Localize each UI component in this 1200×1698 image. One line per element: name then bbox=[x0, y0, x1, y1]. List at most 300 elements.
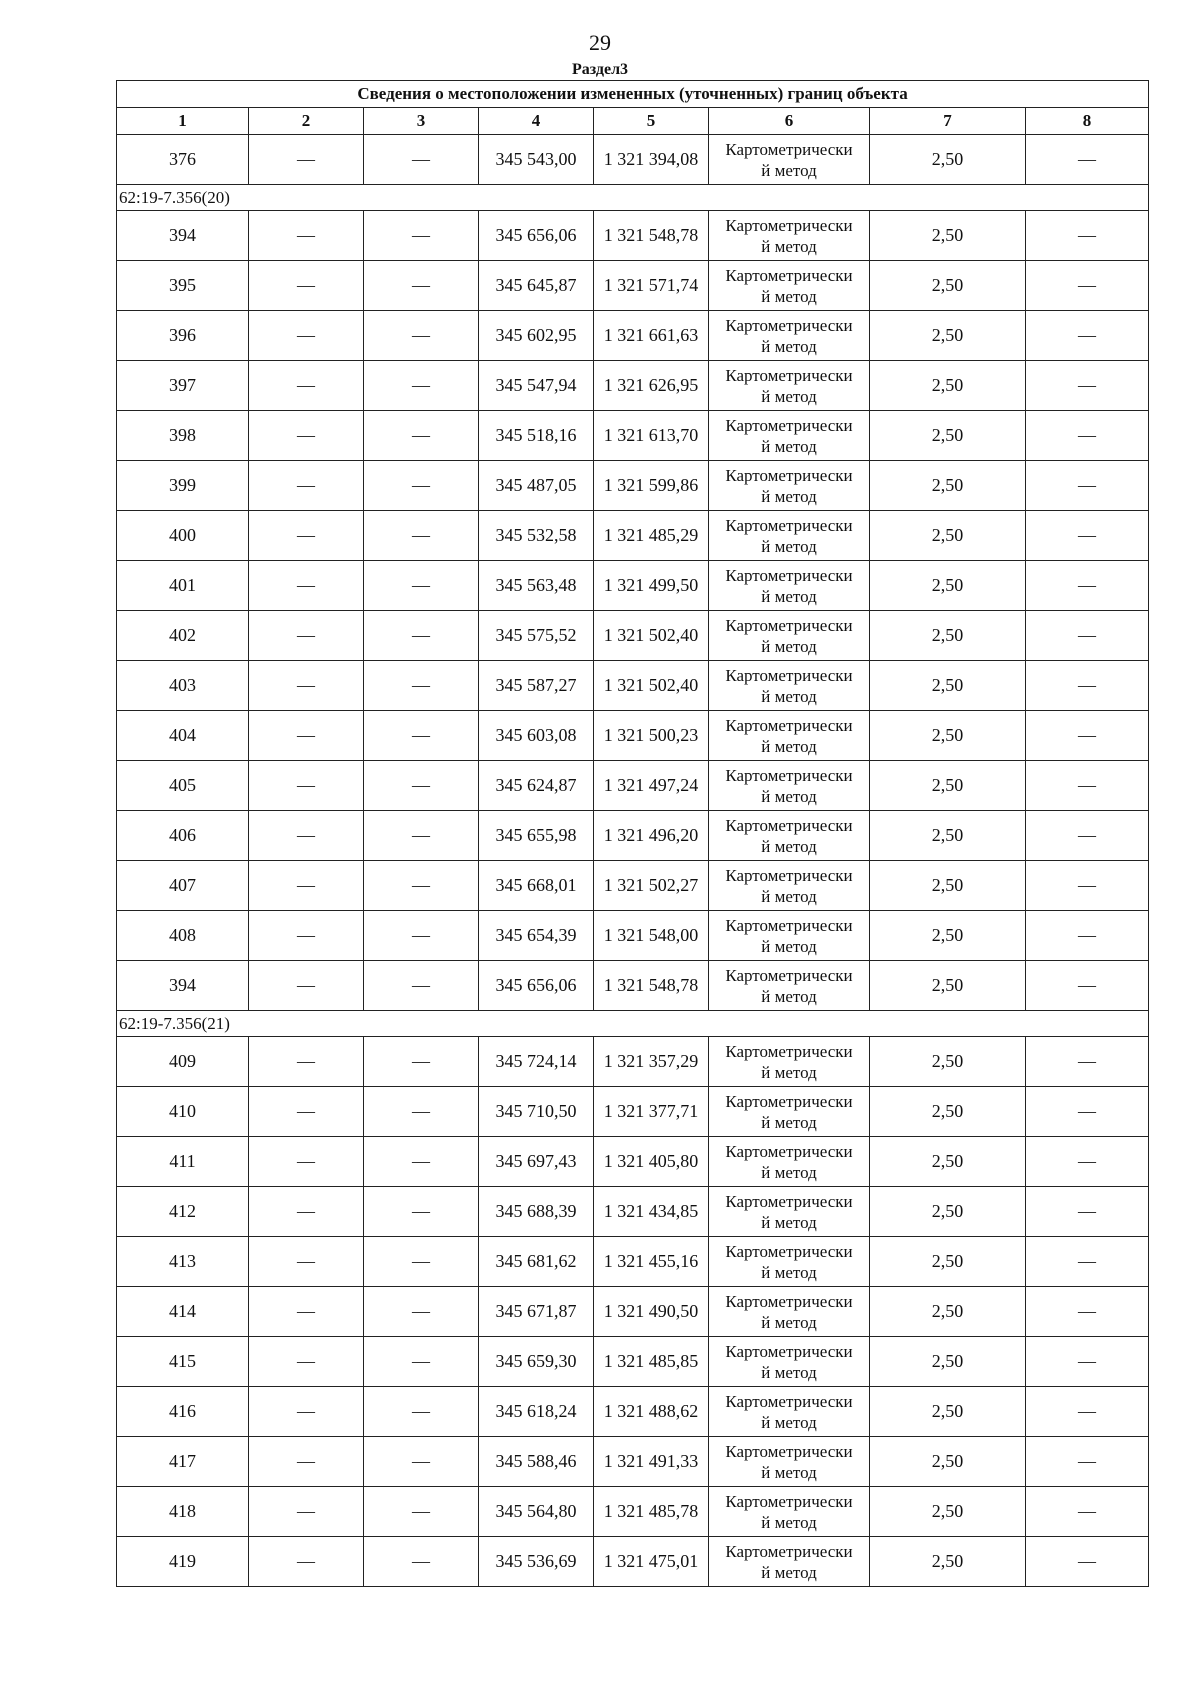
empty-cell-col3: — bbox=[364, 1537, 479, 1587]
table-row bbox=[117, 911, 1149, 961]
table-row bbox=[117, 1037, 1149, 1087]
method-text-line2: й метод bbox=[761, 936, 817, 956]
method-cell bbox=[709, 711, 870, 761]
y-coordinate-cell: 1 321 485,78 bbox=[594, 1487, 709, 1537]
method-text-line1: Картометрически bbox=[725, 765, 853, 785]
y-coordinate-cell: 1 321 502,27 bbox=[594, 861, 709, 911]
empty-cell-col2: — bbox=[249, 211, 364, 261]
empty-cell-col8: — bbox=[1026, 261, 1149, 311]
y-coordinate-cell: 1 321 626,95 bbox=[594, 361, 709, 411]
empty-cell-col2: — bbox=[249, 511, 364, 561]
method-text-line1: Картометрически bbox=[725, 815, 853, 835]
point-number-cell: 408 bbox=[117, 911, 249, 961]
method-text-line1: Картометрически bbox=[725, 315, 853, 335]
method-text-line1: Картометрически bbox=[725, 215, 853, 235]
method-text-line1: Картометрически bbox=[725, 1091, 853, 1111]
accuracy-cell: 2,50 bbox=[870, 361, 1026, 411]
y-coordinate-cell: 1 321 405,80 bbox=[594, 1137, 709, 1187]
table-row bbox=[117, 1287, 1149, 1337]
table-row bbox=[117, 1537, 1149, 1587]
empty-cell-col8: — bbox=[1026, 611, 1149, 661]
empty-cell-col3: — bbox=[364, 1237, 479, 1287]
method-text-line1: Картометрически bbox=[725, 1491, 853, 1511]
method-text-line1: Картометрически bbox=[725, 1041, 853, 1061]
method-cell bbox=[709, 861, 870, 911]
empty-cell-col2: — bbox=[249, 461, 364, 511]
empty-cell-col8: — bbox=[1026, 961, 1149, 1011]
method-cell bbox=[709, 1037, 870, 1087]
empty-cell-col3: — bbox=[364, 211, 479, 261]
x-coordinate-cell: 345 656,06 bbox=[479, 211, 594, 261]
accuracy-cell: 2,50 bbox=[870, 1287, 1026, 1337]
accuracy-cell: 2,50 bbox=[870, 561, 1026, 611]
table-row bbox=[117, 611, 1149, 661]
x-coordinate-cell: 345 602,95 bbox=[479, 311, 594, 361]
y-coordinate-cell: 1 321 499,50 bbox=[594, 561, 709, 611]
empty-cell-col2: — bbox=[249, 1037, 364, 1087]
method-cell bbox=[709, 1387, 870, 1437]
empty-cell-col8: — bbox=[1026, 761, 1149, 811]
empty-cell-col8: — bbox=[1026, 661, 1149, 711]
empty-cell-col8: — bbox=[1026, 135, 1149, 185]
x-coordinate-cell: 345 518,16 bbox=[479, 411, 594, 461]
empty-cell-col3: — bbox=[364, 1037, 479, 1087]
column-number-header: 6 bbox=[709, 108, 870, 135]
empty-cell-col8: — bbox=[1026, 711, 1149, 761]
method-text-line1: Картометрически bbox=[725, 515, 853, 535]
method-text-line1: Картометрически bbox=[725, 1241, 853, 1261]
empty-cell-col8: — bbox=[1026, 1337, 1149, 1387]
point-number-cell: 403 bbox=[117, 661, 249, 711]
point-number-cell: 414 bbox=[117, 1287, 249, 1337]
point-number-cell: 418 bbox=[117, 1487, 249, 1537]
empty-cell-col3: — bbox=[364, 711, 479, 761]
empty-cell-col2: — bbox=[249, 361, 364, 411]
method-cell bbox=[709, 361, 870, 411]
method-text-line1: Картометрически bbox=[725, 465, 853, 485]
accuracy-cell: 2,50 bbox=[870, 135, 1026, 185]
column-number-header: 3 bbox=[364, 108, 479, 135]
method-cell bbox=[709, 135, 870, 185]
method-text-line2: й метод bbox=[761, 386, 817, 406]
table-row bbox=[117, 511, 1149, 561]
y-coordinate-cell: 1 321 661,63 bbox=[594, 311, 709, 361]
method-text-line2: й метод bbox=[761, 1562, 817, 1582]
y-coordinate-cell: 1 321 455,16 bbox=[594, 1237, 709, 1287]
point-number-cell: 405 bbox=[117, 761, 249, 811]
x-coordinate-cell: 345 587,27 bbox=[479, 661, 594, 711]
empty-cell-col8: — bbox=[1026, 811, 1149, 861]
table-row bbox=[117, 411, 1149, 461]
table-caption: Сведения о местоположении измененных (уточненных) границ объекта bbox=[117, 81, 1149, 108]
empty-cell-col2: — bbox=[249, 1087, 364, 1137]
table-row bbox=[117, 135, 1149, 185]
point-number-cell: 415 bbox=[117, 1337, 249, 1387]
x-coordinate-cell: 345 547,94 bbox=[479, 361, 594, 411]
x-coordinate-cell: 345 697,43 bbox=[479, 1137, 594, 1187]
y-coordinate-cell: 1 321 485,29 bbox=[594, 511, 709, 561]
column-number-header: 2 bbox=[249, 108, 364, 135]
accuracy-cell: 2,50 bbox=[870, 511, 1026, 561]
x-coordinate-cell: 345 671,87 bbox=[479, 1287, 594, 1337]
method-text-line1: Картометрически bbox=[725, 865, 853, 885]
point-number-cell: 398 bbox=[117, 411, 249, 461]
method-text-line2: й метод bbox=[761, 1362, 817, 1382]
parcel-group-row bbox=[117, 1011, 1149, 1037]
method-text-line1: Картометрически bbox=[725, 1291, 853, 1311]
empty-cell-col2: — bbox=[249, 961, 364, 1011]
y-coordinate-cell: 1 321 491,33 bbox=[594, 1437, 709, 1487]
accuracy-cell: 2,50 bbox=[870, 761, 1026, 811]
empty-cell-col2: — bbox=[249, 1487, 364, 1537]
method-cell bbox=[709, 461, 870, 511]
method-cell bbox=[709, 561, 870, 611]
y-coordinate-cell: 1 321 571,74 bbox=[594, 261, 709, 311]
section-title: Раздел3 bbox=[571, 61, 629, 78]
method-text-line2: й метод bbox=[761, 586, 817, 606]
empty-cell-col3: — bbox=[364, 1437, 479, 1487]
point-number-cell: 412 bbox=[117, 1187, 249, 1237]
y-coordinate-cell: 1 321 502,40 bbox=[594, 611, 709, 661]
empty-cell-col3: — bbox=[364, 611, 479, 661]
method-text-line1: Картометрически bbox=[725, 365, 853, 385]
empty-cell-col2: — bbox=[249, 311, 364, 361]
empty-cell-col2: — bbox=[249, 911, 364, 961]
method-text-line1: Картометрически bbox=[725, 965, 853, 985]
accuracy-cell: 2,50 bbox=[870, 1237, 1026, 1287]
method-text-line2: й метод bbox=[761, 836, 817, 856]
empty-cell-col2: — bbox=[249, 661, 364, 711]
method-cell bbox=[709, 1287, 870, 1337]
y-coordinate-cell: 1 321 497,24 bbox=[594, 761, 709, 811]
accuracy-cell: 2,50 bbox=[870, 411, 1026, 461]
empty-cell-col3: — bbox=[364, 135, 479, 185]
method-cell bbox=[709, 811, 870, 861]
empty-cell-col3: — bbox=[364, 1487, 479, 1537]
method-cell bbox=[709, 211, 870, 261]
x-coordinate-cell: 345 654,39 bbox=[479, 911, 594, 961]
table-row bbox=[117, 711, 1149, 761]
y-coordinate-cell: 1 321 613,70 bbox=[594, 411, 709, 461]
empty-cell-col3: — bbox=[364, 1187, 479, 1237]
y-coordinate-cell: 1 321 377,71 bbox=[594, 1087, 709, 1137]
x-coordinate-cell: 345 624,87 bbox=[479, 761, 594, 811]
x-coordinate-cell: 345 655,98 bbox=[479, 811, 594, 861]
accuracy-cell: 2,50 bbox=[870, 711, 1026, 761]
x-coordinate-cell: 345 659,30 bbox=[479, 1337, 594, 1387]
method-text-line1: Картометрически bbox=[725, 1341, 853, 1361]
empty-cell-col8: — bbox=[1026, 211, 1149, 261]
accuracy-cell: 2,50 bbox=[870, 211, 1026, 261]
empty-cell-col8: — bbox=[1026, 411, 1149, 461]
x-coordinate-cell: 345 724,14 bbox=[479, 1037, 594, 1087]
x-coordinate-cell: 345 668,01 bbox=[479, 861, 594, 911]
empty-cell-col2: — bbox=[249, 761, 364, 811]
x-coordinate-cell: 345 543,00 bbox=[479, 135, 594, 185]
empty-cell-col2: — bbox=[249, 711, 364, 761]
empty-cell-col3: — bbox=[364, 1137, 479, 1187]
table-row bbox=[117, 1437, 1149, 1487]
accuracy-cell: 2,50 bbox=[870, 1137, 1026, 1187]
accuracy-cell: 2,50 bbox=[870, 1487, 1026, 1537]
boundary-coordinates-table bbox=[116, 80, 1149, 1587]
point-number-cell: 404 bbox=[117, 711, 249, 761]
y-coordinate-cell: 1 321 475,01 bbox=[594, 1537, 709, 1587]
method-text-line2: й метод bbox=[761, 636, 817, 656]
empty-cell-col2: — bbox=[249, 561, 364, 611]
empty-cell-col3: — bbox=[364, 961, 479, 1011]
accuracy-cell: 2,50 bbox=[870, 1537, 1026, 1587]
method-text-line1: Картометрически bbox=[725, 915, 853, 935]
empty-cell-col8: — bbox=[1026, 1087, 1149, 1137]
empty-cell-col8: — bbox=[1026, 1237, 1149, 1287]
empty-cell-col8: — bbox=[1026, 361, 1149, 411]
table-row bbox=[117, 1387, 1149, 1437]
x-coordinate-cell: 345 618,24 bbox=[479, 1387, 594, 1437]
x-coordinate-cell: 345 656,06 bbox=[479, 961, 594, 1011]
y-coordinate-cell: 1 321 496,20 bbox=[594, 811, 709, 861]
point-number-cell: 400 bbox=[117, 511, 249, 561]
method-text-line2: й метод bbox=[761, 886, 817, 906]
x-coordinate-cell: 345 536,69 bbox=[479, 1537, 594, 1587]
point-number-cell: 407 bbox=[117, 861, 249, 911]
x-coordinate-cell: 345 564,80 bbox=[479, 1487, 594, 1537]
point-number-cell: 399 bbox=[117, 461, 249, 511]
empty-cell-col2: — bbox=[249, 1337, 364, 1387]
x-coordinate-cell: 345 603,08 bbox=[479, 711, 594, 761]
method-text-line1: Картометрически bbox=[725, 1391, 853, 1411]
table-row bbox=[117, 1137, 1149, 1187]
column-number-header: 5 bbox=[594, 108, 709, 135]
parcel-group-label: 62:19-7.356(21) bbox=[117, 1011, 1149, 1037]
empty-cell-col2: — bbox=[249, 411, 364, 461]
method-text-line2: й метод bbox=[761, 160, 817, 180]
empty-cell-col3: — bbox=[364, 511, 479, 561]
page-number: 29 bbox=[589, 30, 611, 55]
empty-cell-col8: — bbox=[1026, 561, 1149, 611]
empty-cell-col2: — bbox=[249, 1237, 364, 1287]
accuracy-cell: 2,50 bbox=[870, 611, 1026, 661]
point-number-cell: 413 bbox=[117, 1237, 249, 1287]
empty-cell-col2: — bbox=[249, 861, 364, 911]
table-row bbox=[117, 1187, 1149, 1237]
point-number-cell: 396 bbox=[117, 311, 249, 361]
accuracy-cell: 2,50 bbox=[870, 261, 1026, 311]
method-text-line2: й метод bbox=[761, 1112, 817, 1132]
empty-cell-col8: — bbox=[1026, 1287, 1149, 1337]
point-number-cell: 417 bbox=[117, 1437, 249, 1487]
point-number-cell: 406 bbox=[117, 811, 249, 861]
method-cell bbox=[709, 1437, 870, 1487]
accuracy-cell: 2,50 bbox=[870, 1437, 1026, 1487]
point-number-cell: 376 bbox=[117, 135, 249, 185]
table-row bbox=[117, 811, 1149, 861]
x-coordinate-cell: 345 681,62 bbox=[479, 1237, 594, 1287]
accuracy-cell: 2,50 bbox=[870, 911, 1026, 961]
table-row bbox=[117, 961, 1149, 1011]
y-coordinate-cell: 1 321 357,29 bbox=[594, 1037, 709, 1087]
empty-cell-col3: — bbox=[364, 561, 479, 611]
method-text-line2: й метод bbox=[761, 1162, 817, 1182]
empty-cell-col8: — bbox=[1026, 1137, 1149, 1187]
method-text-line2: й метод bbox=[761, 286, 817, 306]
empty-cell-col3: — bbox=[364, 1087, 479, 1137]
method-text-line1: Картометрически bbox=[725, 1141, 853, 1161]
point-number-cell: 409 bbox=[117, 1037, 249, 1087]
accuracy-cell: 2,50 bbox=[870, 1337, 1026, 1387]
column-number-header: 1 bbox=[117, 108, 249, 135]
table-row bbox=[117, 261, 1149, 311]
empty-cell-col8: — bbox=[1026, 1387, 1149, 1437]
method-text-line2: й метод bbox=[761, 236, 817, 256]
empty-cell-col8: — bbox=[1026, 911, 1149, 961]
parcel-group-row bbox=[117, 185, 1149, 211]
point-number-cell: 402 bbox=[117, 611, 249, 661]
empty-cell-col8: — bbox=[1026, 311, 1149, 361]
empty-cell-col3: — bbox=[364, 861, 479, 911]
method-cell bbox=[709, 311, 870, 361]
point-number-cell: 397 bbox=[117, 361, 249, 411]
table-row bbox=[117, 761, 1149, 811]
empty-cell-col8: — bbox=[1026, 1537, 1149, 1587]
point-number-cell: 394 bbox=[117, 961, 249, 1011]
y-coordinate-cell: 1 321 488,62 bbox=[594, 1387, 709, 1437]
table-row bbox=[117, 211, 1149, 261]
empty-cell-col8: — bbox=[1026, 461, 1149, 511]
method-text-line1: Картометрически bbox=[725, 565, 853, 585]
x-coordinate-cell: 345 710,50 bbox=[479, 1087, 594, 1137]
method-text-line2: й метод bbox=[761, 1412, 817, 1432]
empty-cell-col2: — bbox=[249, 1537, 364, 1587]
table-body bbox=[117, 135, 1149, 1587]
method-text-line2: й метод bbox=[761, 486, 817, 506]
method-text-line1: Картометрически bbox=[725, 1441, 853, 1461]
column-number-header: 8 bbox=[1026, 108, 1149, 135]
accuracy-cell: 2,50 bbox=[870, 961, 1026, 1011]
method-text-line2: й метод bbox=[761, 1312, 817, 1332]
method-text-line2: й метод bbox=[761, 686, 817, 706]
method-cell bbox=[709, 961, 870, 1011]
empty-cell-col3: — bbox=[364, 311, 479, 361]
method-text-line1: Картометрически bbox=[725, 415, 853, 435]
y-coordinate-cell: 1 321 599,86 bbox=[594, 461, 709, 511]
empty-cell-col3: — bbox=[364, 661, 479, 711]
table-row bbox=[117, 561, 1149, 611]
method-cell bbox=[709, 661, 870, 711]
method-text-line1: Картометрически bbox=[725, 615, 853, 635]
empty-cell-col2: — bbox=[249, 611, 364, 661]
empty-cell-col2: — bbox=[249, 1437, 364, 1487]
column-number-header: 7 bbox=[870, 108, 1026, 135]
point-number-cell: 410 bbox=[117, 1087, 249, 1137]
table-row bbox=[117, 461, 1149, 511]
method-text-line2: й метод bbox=[761, 1062, 817, 1082]
empty-cell-col3: — bbox=[364, 411, 479, 461]
method-text-line1: Картометрически bbox=[725, 1191, 853, 1211]
empty-cell-col2: — bbox=[249, 1187, 364, 1237]
point-number-cell: 395 bbox=[117, 261, 249, 311]
y-coordinate-cell: 1 321 485,85 bbox=[594, 1337, 709, 1387]
method-cell bbox=[709, 1537, 870, 1587]
y-coordinate-cell: 1 321 394,08 bbox=[594, 135, 709, 185]
method-cell bbox=[709, 1087, 870, 1137]
empty-cell-col3: — bbox=[364, 261, 479, 311]
table-row bbox=[117, 361, 1149, 411]
y-coordinate-cell: 1 321 548,78 bbox=[594, 211, 709, 261]
method-cell bbox=[709, 761, 870, 811]
method-text-line2: й метод bbox=[761, 736, 817, 756]
method-text-line1: Картометрически bbox=[725, 715, 853, 735]
method-text-line2: й метод bbox=[761, 436, 817, 456]
table-row bbox=[117, 1337, 1149, 1387]
empty-cell-col3: — bbox=[364, 1337, 479, 1387]
empty-cell-col8: — bbox=[1026, 1187, 1149, 1237]
method-text-line2: й метод bbox=[761, 336, 817, 356]
method-cell bbox=[709, 411, 870, 461]
method-cell bbox=[709, 261, 870, 311]
table-row bbox=[117, 861, 1149, 911]
x-coordinate-cell: 345 532,58 bbox=[479, 511, 594, 561]
x-coordinate-cell: 345 575,52 bbox=[479, 611, 594, 661]
method-text-line2: й метод bbox=[761, 536, 817, 556]
method-text-line2: й метод bbox=[761, 786, 817, 806]
y-coordinate-cell: 1 321 434,85 bbox=[594, 1187, 709, 1237]
x-coordinate-cell: 345 487,05 bbox=[479, 461, 594, 511]
table-row bbox=[117, 1087, 1149, 1137]
empty-cell-col8: — bbox=[1026, 861, 1149, 911]
method-text-line1: Картометрически bbox=[725, 265, 853, 285]
table-row bbox=[117, 661, 1149, 711]
empty-cell-col8: — bbox=[1026, 1437, 1149, 1487]
method-cell bbox=[709, 1237, 870, 1287]
empty-cell-col3: — bbox=[364, 911, 479, 961]
parcel-group-label: 62:19-7.356(20) bbox=[117, 185, 1149, 211]
empty-cell-col3: — bbox=[364, 761, 479, 811]
empty-cell-col8: — bbox=[1026, 1487, 1149, 1537]
y-coordinate-cell: 1 321 502,40 bbox=[594, 661, 709, 711]
accuracy-cell: 2,50 bbox=[870, 1387, 1026, 1437]
empty-cell-col2: — bbox=[249, 811, 364, 861]
empty-cell-col2: — bbox=[249, 1137, 364, 1187]
y-coordinate-cell: 1 321 548,78 bbox=[594, 961, 709, 1011]
empty-cell-col2: — bbox=[249, 261, 364, 311]
empty-cell-col8: — bbox=[1026, 511, 1149, 561]
x-coordinate-cell: 345 688,39 bbox=[479, 1187, 594, 1237]
x-coordinate-cell: 345 588,46 bbox=[479, 1437, 594, 1487]
method-cell bbox=[709, 1137, 870, 1187]
method-cell bbox=[709, 911, 870, 961]
method-text-line1: Картометрически bbox=[725, 1541, 853, 1561]
method-cell bbox=[709, 511, 870, 561]
column-number-header: 4 bbox=[479, 108, 594, 135]
method-text-line2: й метод bbox=[761, 1262, 817, 1282]
method-cell bbox=[709, 1487, 870, 1537]
empty-cell-col2: — bbox=[249, 1387, 364, 1437]
accuracy-cell: 2,50 bbox=[870, 811, 1026, 861]
point-number-cell: 416 bbox=[117, 1387, 249, 1437]
method-cell bbox=[709, 611, 870, 661]
y-coordinate-cell: 1 321 500,23 bbox=[594, 711, 709, 761]
point-number-cell: 419 bbox=[117, 1537, 249, 1587]
accuracy-cell: 2,50 bbox=[870, 311, 1026, 361]
empty-cell-col3: — bbox=[364, 1387, 479, 1437]
empty-cell-col2: — bbox=[249, 1287, 364, 1337]
empty-cell-col3: — bbox=[364, 1287, 479, 1337]
x-coordinate-cell: 345 563,48 bbox=[479, 561, 594, 611]
empty-cell-col3: — bbox=[364, 361, 479, 411]
method-text-line2: й метод bbox=[761, 986, 817, 1006]
empty-cell-col2: — bbox=[249, 135, 364, 185]
